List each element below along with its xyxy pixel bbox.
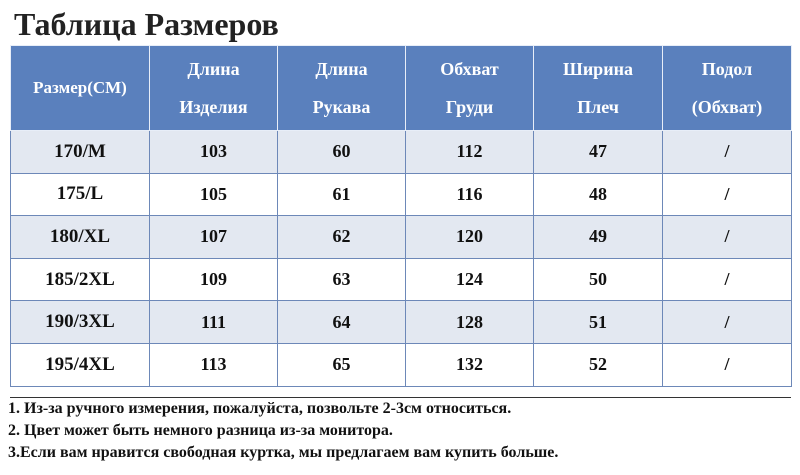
cell-shoulder-width: 51 xyxy=(534,301,663,344)
cell-sleeve-length: 61 xyxy=(278,173,406,216)
note-item: 3.Если вам нравится свободная куртка, мы предлагаем вам купить больше. xyxy=(8,444,559,461)
table-row xyxy=(11,301,792,344)
column-header-line: Длина xyxy=(315,59,368,79)
size-chart-table xyxy=(10,45,792,387)
cell-shoulder-width: 47 xyxy=(534,131,663,174)
cell-hem: / xyxy=(663,343,792,386)
table-row xyxy=(11,131,792,174)
column-header-line: Размер(CM) xyxy=(33,78,127,97)
cell-hem: / xyxy=(663,173,792,216)
column-header-line: Рукава xyxy=(312,97,371,117)
table-row xyxy=(11,343,792,386)
cell-size: 195/4XL xyxy=(11,343,150,386)
column-header-line: Подол xyxy=(701,59,753,79)
table-header-row xyxy=(11,46,792,131)
table-row xyxy=(11,258,792,301)
cell-chest: 120 xyxy=(406,216,534,259)
column-header-hem xyxy=(663,46,792,131)
note-item: 1. Из-за ручного измерения, пожалуйста, позвольте 2-3см относиться. xyxy=(8,400,512,417)
column-header-line: Длина xyxy=(187,59,240,79)
cell-sleeve-length: 62 xyxy=(278,216,406,259)
column-header-line: Обхват xyxy=(440,59,499,79)
cell-size: 170/M xyxy=(11,131,150,174)
cell-hem: / xyxy=(663,258,792,301)
cell-shoulder-width: 50 xyxy=(534,258,663,301)
cell-hem: / xyxy=(663,131,792,174)
cell-garment-length: 107 xyxy=(150,216,278,259)
cell-sleeve-length: 64 xyxy=(278,301,406,344)
cell-chest: 112 xyxy=(406,131,534,174)
note-item: 2. Цвет может быть немного разница из-за монитора. xyxy=(8,422,393,439)
column-header-garment-length xyxy=(150,46,278,131)
column-header-line: Изделия xyxy=(179,97,248,117)
cell-shoulder-width: 52 xyxy=(534,343,663,386)
column-header-line: Груди xyxy=(445,97,494,117)
cell-size: 185/2XL xyxy=(11,258,150,301)
column-header-chest xyxy=(406,46,534,131)
cell-hem: / xyxy=(663,216,792,259)
table-row xyxy=(11,173,792,216)
column-header-line: (Обхват) xyxy=(691,97,763,117)
column-header-line: Ширина xyxy=(563,59,633,79)
cell-garment-length: 109 xyxy=(150,258,278,301)
cell-sleeve-length: 60 xyxy=(278,131,406,174)
cell-chest: 116 xyxy=(406,173,534,216)
cell-hem: / xyxy=(663,301,792,344)
cell-shoulder-width: 48 xyxy=(534,173,663,216)
cell-chest: 124 xyxy=(406,258,534,301)
column-header-line: Плеч xyxy=(577,97,619,117)
column-header-size xyxy=(11,46,150,131)
cell-sleeve-length: 63 xyxy=(278,258,406,301)
page-title: Таблица Размеров xyxy=(14,6,279,42)
notes-section xyxy=(8,398,558,464)
table-row xyxy=(11,216,792,259)
cell-sleeve-length: 65 xyxy=(278,343,406,386)
cell-size: 175/L xyxy=(11,173,150,216)
cell-shoulder-width: 49 xyxy=(534,216,663,259)
cell-chest: 128 xyxy=(406,301,534,344)
cell-garment-length: 113 xyxy=(150,343,278,386)
cell-size: 190/3XL xyxy=(11,301,150,344)
cell-size: 180/XL xyxy=(11,216,150,259)
cell-garment-length: 105 xyxy=(150,173,278,216)
cell-garment-length: 111 xyxy=(150,301,278,344)
cell-chest: 132 xyxy=(406,343,534,386)
column-header-shoulder-width xyxy=(534,46,663,131)
column-header-sleeve-length xyxy=(278,46,406,131)
cell-garment-length: 103 xyxy=(150,131,278,174)
